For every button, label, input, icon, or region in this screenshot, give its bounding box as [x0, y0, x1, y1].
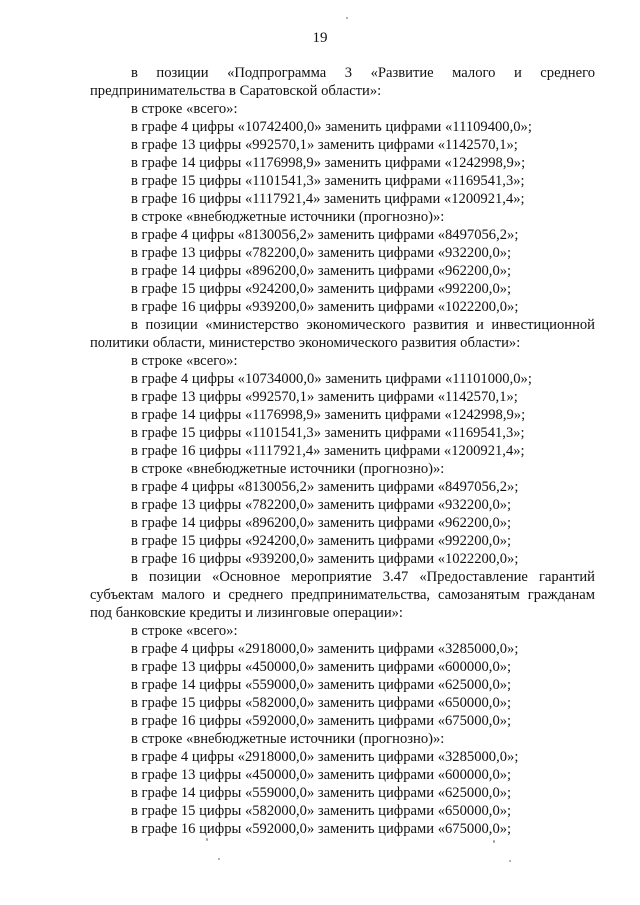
text-line: в позиции «министерство экономического развития и инвестиционной	[131, 317, 595, 333]
text-line: в графе 14 цифры «896200,0» заменить цифрами «962200,0»;	[131, 515, 512, 531]
scan-speck	[346, 17, 348, 19]
text-line: в графе 13 цифры «782200,0» заменить цифрами «932200,0»;	[131, 245, 512, 261]
text-line: в графе 13 цифры «782200,0» заменить цифрами «932200,0»;	[131, 497, 512, 513]
text-line: в строке «всего»:	[131, 101, 238, 117]
text-line: в графе 16 цифры «592000,0» заменить цифрами «675000,0»;	[131, 713, 512, 729]
text-line: в графе 4 цифры «8130056,2» заменить цифрами «8497056,2»;	[131, 479, 519, 495]
text-line: в позиции «Основное мероприятие 3.47 «Предоставление гарантий	[131, 569, 595, 585]
text-line: в графе 15 цифры «924200,0» заменить цифрами «992200,0»;	[131, 281, 512, 297]
text-line: в графе 14 цифры «896200,0» заменить цифрами «962200,0»;	[131, 263, 512, 279]
page-number: 19	[312, 30, 328, 46]
text-line: в графе 14 цифры «559000,0» заменить цифрами «625000,0»;	[131, 785, 512, 801]
text-line: в графе 13 цифры «992570,1» заменить цифрами «1142570,1»;	[131, 137, 518, 153]
text-line: в графе 13 цифры «450000,0» заменить цифрами «600000,0»;	[131, 767, 512, 783]
text-line: в графе 16 цифры «1117921,4» заменить цифрами «1200921,4»;	[131, 191, 525, 207]
text-line: субъектам малого и среднего предпринимательства, самозанятым гражданам	[90, 587, 595, 603]
text-line: предпринимательства в Саратовской области»:	[90, 83, 382, 99]
scan-speck	[509, 860, 511, 862]
text-line: в строке «внебюджетные источники (прогнозно)»:	[131, 731, 445, 747]
scan-speck	[493, 840, 495, 843]
text-line: в графе 15 цифры «924200,0» заменить цифрами «992200,0»;	[131, 533, 512, 549]
text-line: в графе 15 цифры «582000,0» заменить цифрами «650000,0»;	[131, 803, 512, 819]
text-line: в графе 4 цифры «10734000,0» заменить цифрами «11101000,0»;	[131, 371, 532, 387]
text-line: в графе 4 цифры «2918000,0» заменить цифрами «3285000,0»;	[131, 749, 519, 765]
text-line: в графе 16 цифры «1117921,4» заменить цифрами «1200921,4»;	[131, 443, 525, 459]
scan-speck	[206, 838, 208, 841]
scan-speck	[218, 858, 220, 860]
text-line: в графе 14 цифры «1176998,9» заменить цифрами «1242998,9»;	[131, 407, 526, 423]
text-line: в графе 15 цифры «1101541,3» заменить цифрами «1169541,3»;	[131, 173, 525, 189]
document-body	[90, 64, 595, 838]
text-line: в графе 16 цифры «592000,0» заменить цифрами «675000,0»;	[131, 821, 512, 837]
text-line: в графе 15 цифры «1101541,3» заменить цифрами «1169541,3»;	[131, 425, 525, 441]
text-line: в графе 4 цифры «2918000,0» заменить цифрами «3285000,0»;	[131, 641, 519, 657]
text-line: в графе 4 цифры «8130056,2» заменить цифрами «8497056,2»;	[131, 227, 519, 243]
text-line: в позиции «Подпрограмма 3 «Развитие малого и среднего	[131, 65, 595, 81]
text-line: в графе 4 цифры «10742400,0» заменить цифрами «11109400,0»;	[131, 119, 532, 135]
text-line: в графе 13 цифры «992570,1» заменить цифрами «1142570,1»;	[131, 389, 518, 405]
text-line: политики области, министерство экономического развития области»:	[90, 335, 521, 351]
text-line: в графе 16 цифры «939200,0» заменить цифрами «1022200,0»;	[131, 551, 519, 567]
text-line: в графе 15 цифры «582000,0» заменить цифрами «650000,0»;	[131, 695, 512, 711]
text-line: в графе 13 цифры «450000,0» заменить цифрами «600000,0»;	[131, 659, 512, 675]
text-line: в графе 16 цифры «939200,0» заменить цифрами «1022200,0»;	[131, 299, 519, 315]
text-line: в графе 14 цифры «1176998,9» заменить цифрами «1242998,9»;	[131, 155, 526, 171]
text-line: в строке «всего»:	[131, 353, 238, 369]
text-line: в строке «всего»:	[131, 623, 238, 639]
text-line: в графе 14 цифры «559000,0» заменить цифрами «625000,0»;	[131, 677, 512, 693]
text-line: в строке «внебюджетные источники (прогнозно)»:	[131, 461, 445, 477]
text-line: под банковские кредиты и лизинговые операции»:	[90, 605, 403, 621]
text-line: в строке «внебюджетные источники (прогнозно)»:	[131, 209, 445, 225]
